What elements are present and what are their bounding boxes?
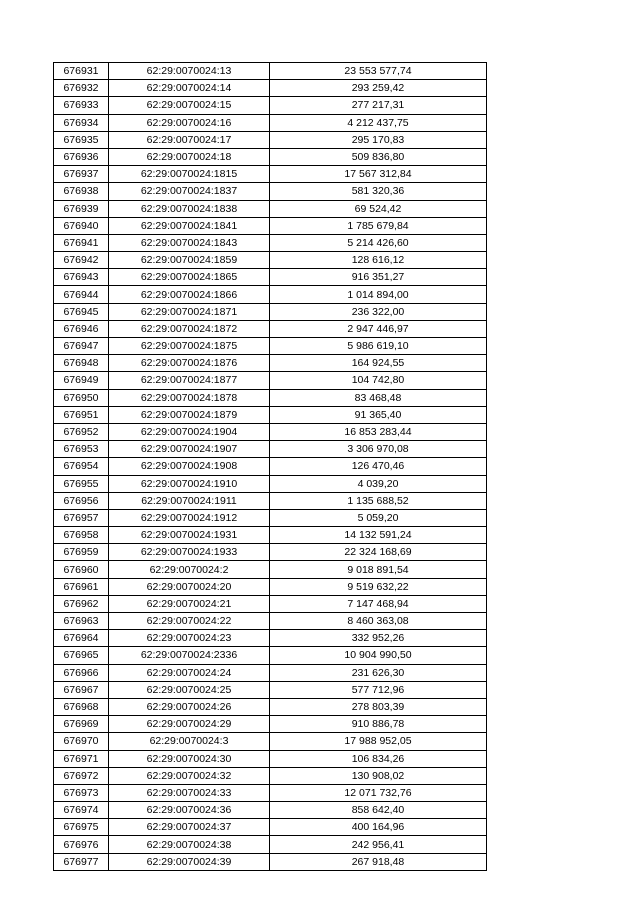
value-cell: 104 742,80 [270, 372, 487, 389]
table-row [54, 492, 487, 509]
table-row [54, 320, 487, 337]
table-row [54, 148, 487, 165]
value-cell: 9 519 632,22 [270, 578, 487, 595]
cadastral-number-cell: 62:29:0070024:18 [109, 148, 270, 165]
row-number-cell: 676940 [54, 217, 109, 234]
row-number-cell: 676942 [54, 252, 109, 269]
cadastral-number-cell: 62:29:0070024:17 [109, 131, 270, 148]
row-number-cell: 676969 [54, 716, 109, 733]
cadastral-number-cell: 62:29:0070024:32 [109, 767, 270, 784]
table-row [54, 355, 487, 372]
cadastral-number-cell: 62:29:0070024:22 [109, 613, 270, 630]
table-row [54, 836, 487, 853]
table-row [54, 527, 487, 544]
value-cell: 581 320,36 [270, 183, 487, 200]
value-cell: 509 836,80 [270, 148, 487, 165]
table-row [54, 372, 487, 389]
row-number-cell: 676935 [54, 131, 109, 148]
row-number-cell: 676958 [54, 527, 109, 544]
row-number-cell: 676947 [54, 338, 109, 355]
value-cell: 126 470,46 [270, 458, 487, 475]
cadastral-number-cell: 62:29:0070024:1908 [109, 458, 270, 475]
row-number-cell: 676973 [54, 784, 109, 801]
row-number-cell: 676931 [54, 63, 109, 80]
table-row [54, 630, 487, 647]
cadastral-number-cell: 62:29:0070024:1843 [109, 234, 270, 251]
value-cell: 242 956,41 [270, 836, 487, 853]
cadastral-number-cell: 62:29:0070024:1837 [109, 183, 270, 200]
cadastral-number-cell: 62:29:0070024:1912 [109, 509, 270, 526]
table-row [54, 544, 487, 561]
cadastral-number-cell: 62:29:0070024:2336 [109, 647, 270, 664]
row-number-cell: 676970 [54, 733, 109, 750]
table-row [54, 183, 487, 200]
table-row [54, 509, 487, 526]
cadastral-number-cell: 62:29:0070024:1871 [109, 303, 270, 320]
table-body [54, 63, 487, 871]
table-row [54, 200, 487, 217]
cadastral-number-cell: 62:29:0070024:29 [109, 716, 270, 733]
cadastral-number-cell: 62:29:0070024:26 [109, 698, 270, 715]
cadastral-number-cell: 62:29:0070024:15 [109, 97, 270, 114]
cadastral-number-cell: 62:29:0070024:1815 [109, 166, 270, 183]
cadastral-number-cell: 62:29:0070024:37 [109, 819, 270, 836]
value-cell: 130 908,02 [270, 767, 487, 784]
row-number-cell: 676938 [54, 183, 109, 200]
value-cell: 106 834,26 [270, 750, 487, 767]
cadastral-number-cell: 62:29:0070024:1859 [109, 252, 270, 269]
table-row [54, 286, 487, 303]
value-cell: 267 918,48 [270, 853, 487, 870]
row-number-cell: 676956 [54, 492, 109, 509]
value-cell: 23 553 577,74 [270, 63, 487, 80]
row-number-cell: 676937 [54, 166, 109, 183]
cadastral-number-cell: 62:29:0070024:30 [109, 750, 270, 767]
row-number-cell: 676954 [54, 458, 109, 475]
row-number-cell: 676955 [54, 475, 109, 492]
row-number-cell: 676945 [54, 303, 109, 320]
cadastral-number-cell: 62:29:0070024:23 [109, 630, 270, 647]
table-row [54, 441, 487, 458]
value-cell: 7 147 468,94 [270, 595, 487, 612]
value-cell: 5 986 619,10 [270, 338, 487, 355]
table-row [54, 131, 487, 148]
table-row [54, 80, 487, 97]
value-cell: 1 135 688,52 [270, 492, 487, 509]
table-row [54, 647, 487, 664]
row-number-cell: 676961 [54, 578, 109, 595]
row-number-cell: 676975 [54, 819, 109, 836]
value-cell: 400 164,96 [270, 819, 487, 836]
row-number-cell: 676972 [54, 767, 109, 784]
table-row [54, 166, 487, 183]
value-cell: 5 214 426,60 [270, 234, 487, 251]
value-cell: 278 803,39 [270, 698, 487, 715]
table-row [54, 802, 487, 819]
row-number-cell: 676952 [54, 423, 109, 440]
value-cell: 14 132 591,24 [270, 527, 487, 544]
table-row [54, 716, 487, 733]
value-cell: 293 259,42 [270, 80, 487, 97]
table-row [54, 767, 487, 784]
cadastral-number-cell: 62:29:0070024:1866 [109, 286, 270, 303]
cadastral-number-cell: 62:29:0070024:1879 [109, 406, 270, 423]
cadastral-number-cell: 62:29:0070024:16 [109, 114, 270, 131]
table-row [54, 423, 487, 440]
cadastral-number-cell: 62:29:0070024:1865 [109, 269, 270, 286]
table-row [54, 338, 487, 355]
row-number-cell: 676966 [54, 664, 109, 681]
cadastral-number-cell: 62:29:0070024:1910 [109, 475, 270, 492]
row-number-cell: 676974 [54, 802, 109, 819]
cadastral-number-cell: 62:29:0070024:1877 [109, 372, 270, 389]
cadastral-number-cell: 62:29:0070024:1933 [109, 544, 270, 561]
table-row [54, 406, 487, 423]
value-cell: 9 018 891,54 [270, 561, 487, 578]
value-cell: 231 626,30 [270, 664, 487, 681]
row-number-cell: 676977 [54, 853, 109, 870]
value-cell: 16 853 283,44 [270, 423, 487, 440]
row-number-cell: 676950 [54, 389, 109, 406]
cadastral-number-cell: 62:29:0070024:14 [109, 80, 270, 97]
cadastral-number-cell: 62:29:0070024:25 [109, 681, 270, 698]
cadastral-number-cell: 62:29:0070024:1911 [109, 492, 270, 509]
value-cell: 577 712,96 [270, 681, 487, 698]
row-number-cell: 676959 [54, 544, 109, 561]
value-cell: 22 324 168,69 [270, 544, 487, 561]
value-cell: 332 952,26 [270, 630, 487, 647]
row-number-cell: 676976 [54, 836, 109, 853]
table-row [54, 269, 487, 286]
value-cell: 83 468,48 [270, 389, 487, 406]
cadastral-value-table [53, 62, 487, 871]
cadastral-number-cell: 62:29:0070024:1841 [109, 217, 270, 234]
cadastral-number-cell: 62:29:0070024:20 [109, 578, 270, 595]
value-cell: 128 616,12 [270, 252, 487, 269]
table-row [54, 217, 487, 234]
value-cell: 295 170,83 [270, 131, 487, 148]
value-cell: 916 351,27 [270, 269, 487, 286]
table-row [54, 613, 487, 630]
value-cell: 1 014 894,00 [270, 286, 487, 303]
cadastral-number-cell: 62:29:0070024:1838 [109, 200, 270, 217]
row-number-cell: 676941 [54, 234, 109, 251]
cadastral-number-cell: 62:29:0070024:3 [109, 733, 270, 750]
value-cell: 277 217,31 [270, 97, 487, 114]
row-number-cell: 676951 [54, 406, 109, 423]
value-cell: 5 059,20 [270, 509, 487, 526]
row-number-cell: 676948 [54, 355, 109, 372]
row-number-cell: 676946 [54, 320, 109, 337]
table-row [54, 63, 487, 80]
table-row [54, 733, 487, 750]
cadastral-number-cell: 62:29:0070024:39 [109, 853, 270, 870]
cadastral-number-cell: 62:29:0070024:1904 [109, 423, 270, 440]
row-number-cell: 676965 [54, 647, 109, 664]
value-cell: 164 924,55 [270, 355, 487, 372]
cadastral-number-cell: 62:29:0070024:1875 [109, 338, 270, 355]
row-number-cell: 676953 [54, 441, 109, 458]
row-number-cell: 676936 [54, 148, 109, 165]
cadastral-number-cell: 62:29:0070024:38 [109, 836, 270, 853]
row-number-cell: 676939 [54, 200, 109, 217]
table-row [54, 750, 487, 767]
table-row [54, 595, 487, 612]
value-cell: 17 988 952,05 [270, 733, 487, 750]
row-number-cell: 676933 [54, 97, 109, 114]
cadastral-number-cell: 62:29:0070024:33 [109, 784, 270, 801]
cadastral-number-cell: 62:29:0070024:1907 [109, 441, 270, 458]
table-row [54, 303, 487, 320]
row-number-cell: 676934 [54, 114, 109, 131]
table-row [54, 114, 487, 131]
row-number-cell: 676943 [54, 269, 109, 286]
value-cell: 10 904 990,50 [270, 647, 487, 664]
cadastral-number-cell: 62:29:0070024:21 [109, 595, 270, 612]
row-number-cell: 676968 [54, 698, 109, 715]
value-cell: 17 567 312,84 [270, 166, 487, 183]
cadastral-number-cell: 62:29:0070024:1872 [109, 320, 270, 337]
row-number-cell: 676944 [54, 286, 109, 303]
value-cell: 858 642,40 [270, 802, 487, 819]
row-number-cell: 676967 [54, 681, 109, 698]
table-row [54, 784, 487, 801]
row-number-cell: 676963 [54, 613, 109, 630]
row-number-cell: 676949 [54, 372, 109, 389]
table-row [54, 698, 487, 715]
cadastral-number-cell: 62:29:0070024:1878 [109, 389, 270, 406]
value-cell: 12 071 732,76 [270, 784, 487, 801]
cadastral-number-cell: 62:29:0070024:36 [109, 802, 270, 819]
table-row [54, 853, 487, 870]
value-cell: 1 785 679,84 [270, 217, 487, 234]
table-row [54, 578, 487, 595]
table-row [54, 561, 487, 578]
table-row [54, 819, 487, 836]
cadastral-number-cell: 62:29:0070024:1931 [109, 527, 270, 544]
row-number-cell: 676932 [54, 80, 109, 97]
table-row [54, 664, 487, 681]
value-cell: 4 039,20 [270, 475, 487, 492]
value-cell: 236 322,00 [270, 303, 487, 320]
table-row [54, 234, 487, 251]
value-cell: 69 524,42 [270, 200, 487, 217]
cadastral-number-cell: 62:29:0070024:1876 [109, 355, 270, 372]
table-row [54, 252, 487, 269]
row-number-cell: 676962 [54, 595, 109, 612]
cadastral-number-cell: 62:29:0070024:2 [109, 561, 270, 578]
table-row [54, 681, 487, 698]
value-cell: 4 212 437,75 [270, 114, 487, 131]
table-row [54, 97, 487, 114]
value-cell: 3 306 970,08 [270, 441, 487, 458]
value-cell: 2 947 446,97 [270, 320, 487, 337]
table-row [54, 458, 487, 475]
row-number-cell: 676964 [54, 630, 109, 647]
table-row [54, 389, 487, 406]
value-cell: 91 365,40 [270, 406, 487, 423]
row-number-cell: 676971 [54, 750, 109, 767]
cadastral-number-cell: 62:29:0070024:24 [109, 664, 270, 681]
table-row [54, 475, 487, 492]
row-number-cell: 676957 [54, 509, 109, 526]
value-cell: 8 460 363,08 [270, 613, 487, 630]
row-number-cell: 676960 [54, 561, 109, 578]
cadastral-number-cell: 62:29:0070024:13 [109, 63, 270, 80]
value-cell: 910 886,78 [270, 716, 487, 733]
